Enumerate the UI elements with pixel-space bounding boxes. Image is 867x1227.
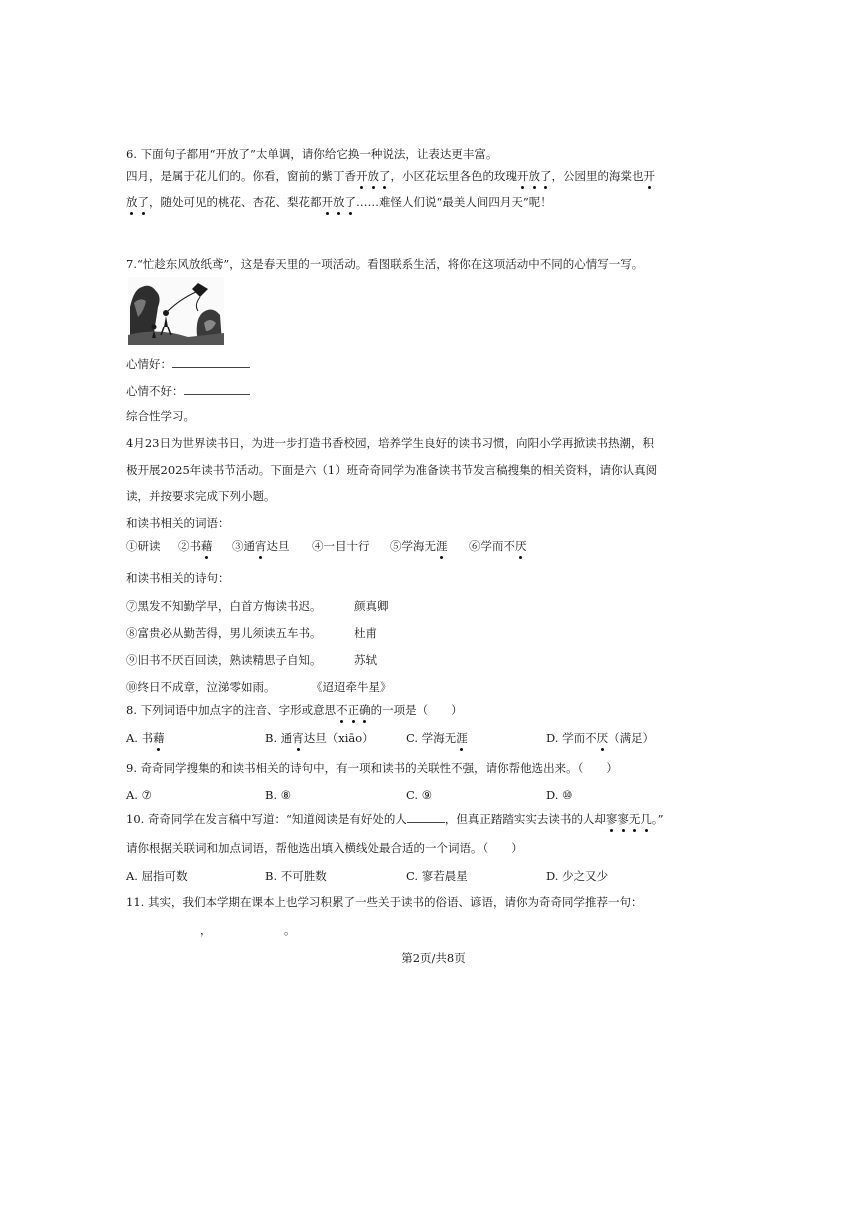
option-c[interactable]: C. 寥若晨星: [406, 869, 468, 883]
q11-answer-row[interactable]: [126, 922, 326, 938]
page-number-footer: 第2页/共8页: [401, 951, 466, 965]
words-heading: 和读书相关的词语：: [126, 516, 230, 530]
q7-bad-mood-row: 心情不好：: [126, 382, 250, 399]
word-item: ③通宵达旦: [232, 539, 290, 553]
poems-heading: 和读书相关的诗句：: [126, 571, 230, 585]
kite-flying-illustration: [128, 277, 224, 345]
period: 。: [284, 923, 296, 937]
q9-options: [126, 787, 606, 803]
q7-prompt: 7.“忙趁东风放纸鸢”，这是春天里的一项活动。看图联系生活，将你在这项活动中不同的心情写一写。: [126, 257, 644, 271]
q6-passage-line1: 四月，是属于花儿们的。你看，窗前的紫丁香开放了，小区花坛里各色的玫瑰开放了，公园里的海棠也开: [126, 169, 655, 183]
q10-answer-blank[interactable]: [407, 810, 445, 823]
q10-prompt-line2: 请你根据关联词和加点词语，帮他选出填入横线处最合适的一个词语。（ ）: [126, 841, 523, 855]
option-c[interactable]: C. ⑨: [406, 788, 433, 802]
section-title: 综合性学习。: [126, 409, 195, 423]
option-a[interactable]: A. ⑦: [126, 788, 152, 802]
option-d[interactable]: D. 少之又少: [546, 869, 609, 883]
word-item: ②书藉: [178, 539, 213, 553]
q7-good-mood-row: 心情好：: [126, 355, 250, 372]
q11-prompt: 11. 其实，我们本学期在课本上也学习积累了一些关于读书的俗语、谚语，请你为奇奇同学推荐一句：: [126, 895, 643, 909]
section-intro-line1: 4月23日为世界读书日，为进一步打造书香校园，培养学生良好的读书习惯，向阳小学再掀读书热潮，积: [126, 436, 654, 450]
option-d[interactable]: D. 学而不厌（满足）: [546, 731, 655, 745]
word-item: ⑤学海无涯: [390, 539, 448, 553]
q10-options: [126, 868, 646, 884]
word-item: ⑥学而不厌: [469, 539, 527, 553]
bad-mood-answer-line[interactable]: [184, 382, 250, 395]
words-list: [126, 538, 546, 554]
option-b[interactable]: B. 不可胜数: [265, 869, 327, 883]
option-c[interactable]: C. 学海无涯: [406, 731, 468, 745]
section-intro-line3: 读，并按要求完成下列小题。: [126, 489, 276, 503]
q6-prompt: 6. 下面句子都用“开放了”太单调，请你给它换一种说法，让表达更丰富。: [126, 147, 498, 161]
dotted-phrase: 开放了: [356, 169, 391, 183]
q6-passage-line2: 放了，随处可见的桃花、杏花、梨花都开放了……难怪人们说“最美人间四月天”呢！: [126, 195, 552, 209]
option-b[interactable]: B. ⑧: [265, 788, 292, 802]
q8-prompt: 8. 下列词语中加点字的注音、字形或意思不正确的一项是（ ）: [126, 703, 463, 717]
q8-options: [126, 730, 686, 746]
word-item: ①研读: [126, 539, 161, 553]
q9-prompt: 9. 奇奇同学搜集的和读书相关的诗句中，有一项和读书的关联性不强，请你帮他选出来。（ ）: [126, 761, 618, 775]
good-mood-answer-line[interactable]: [172, 355, 250, 368]
dotted-phrase: 开放了: [321, 195, 356, 209]
option-a[interactable]: A. 屈指可数: [126, 869, 188, 883]
section-intro-line2: 极开展2025年读书节活动。下面是六（1）班奇奇同学为准备读书节发言稿搜集的相关资料，请你认真阅: [126, 463, 658, 477]
option-a[interactable]: A. 书藉: [126, 731, 165, 745]
dotted-phrase: 开放了: [517, 169, 552, 183]
comma: ，: [200, 923, 212, 937]
q10-prompt: 10. 奇奇同学在发言稿中写道：“知道阅读是有好处的人 ，但真正踏踏实实去读书的人却寥寥无几。”: [126, 812, 664, 826]
option-b[interactable]: B. 通宵达旦（xiāo）: [265, 731, 374, 745]
option-d[interactable]: D. ⑩: [546, 788, 573, 802]
word-item: ④一目十行: [312, 539, 370, 553]
